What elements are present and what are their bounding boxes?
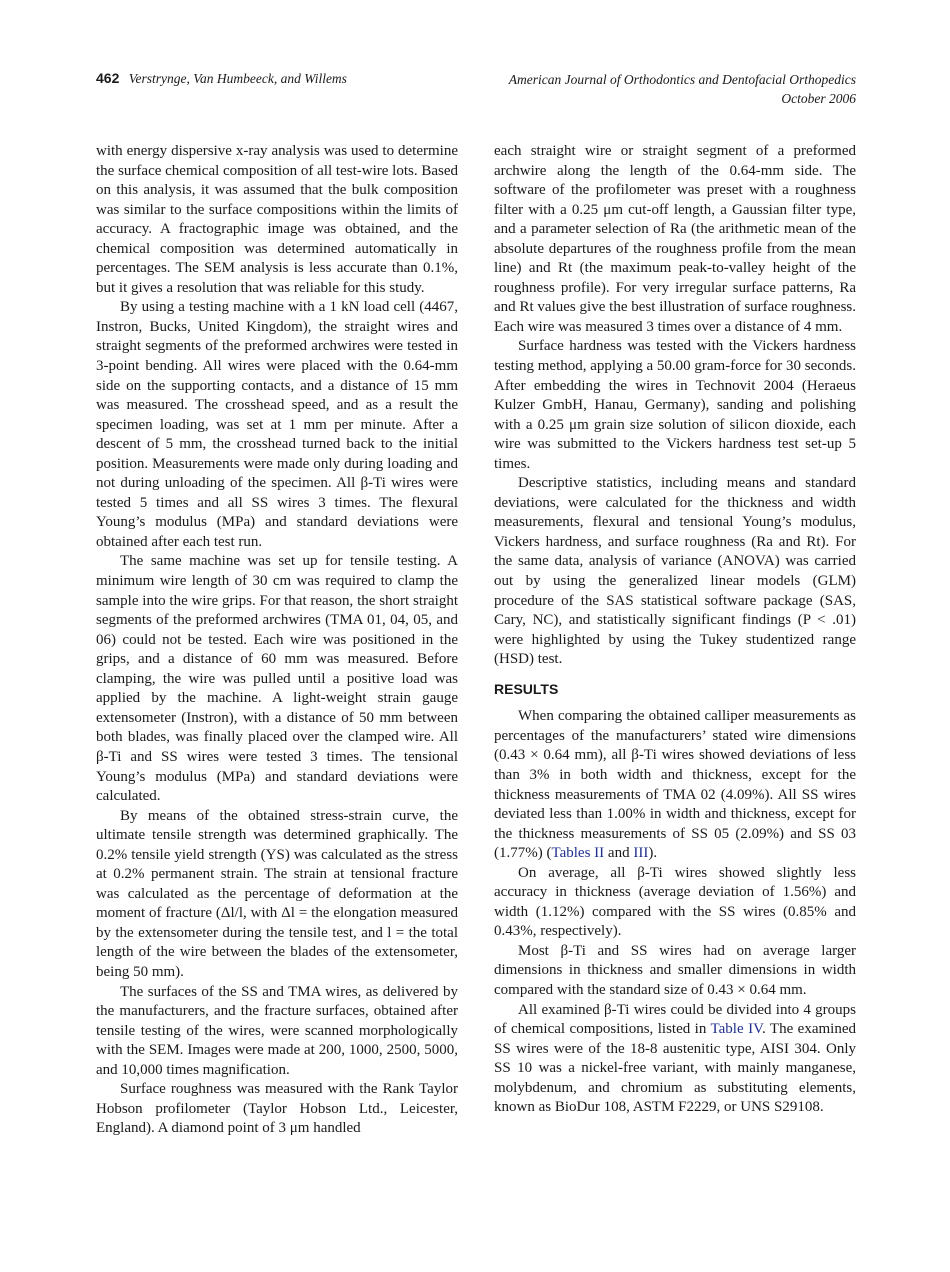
running-header-left <box>96 70 347 87</box>
section-heading-results: RESULTS <box>494 680 559 697</box>
journal-title: American Journal of Orthodontics and Dentofacial Orthopedics <box>508 72 856 87</box>
left-column <box>96 142 458 1139</box>
text-span: All examined β-Ti wires could be divided into 4 groups of chemical compositions, listed in <box>494 1001 856 1038</box>
text-span: and <box>604 845 634 862</box>
paragraph: Descriptive statistics, including means and standard deviations, were calculated for the thickness and width measurements, flexural and tensional Young’s modulus, Vickers hardness, and surface roughness (Ra and Rt). For the same data, analysis of variance (ANOVA) was carried out by using the generalized linear models (GLM) procedure of the SAS statistical software package (SAS, Cary, NC), and statistically significant findings (P < .01) were highlighted by using the Tukey studentized range (HSD) test. <box>494 475 856 668</box>
table-iii-link[interactable]: III <box>633 845 649 862</box>
paragraph: with energy dispersive x-ray analysis was used to determine the surface chemical composition of all test-wire lots. Based on this analysis, it was assumed that the bulk composition was similar to the surface compositions within the limits of accuracy. A fractographic image was obtained, and the chemical composition was determined automatically in percentages. The SEM analysis is less accurate than 0.1%, but it gives a resolution that was reliable for this study. <box>96 143 458 296</box>
paragraph: Most β-Ti and SS wires had on average larger dimensions in thickness and smaller dimensions in width compared with the standard size of 0.43 × 0.64 mm. <box>494 942 856 998</box>
issue-date: October 2006 <box>781 91 856 106</box>
paragraph: The surfaces of the SS and TMA wires, as delivered by the manufacturers, and the fracture surfaces, obtained after tensile testing of the wires, were scanned morphologically with the SEM. Images were made at 200, 1000, 2500, 5000, and 10,000 times magnification. <box>96 983 458 1078</box>
text-span: When comparing the obtained calliper measurements as percentages of the manufacturers’ stated wire dimensions (0.43 × 0.64 mm), all β-Ti wires showed deviations of less than 3% in both width and thickness, except for the thickness measurements of TMA 02 (4.09%). All SS wires deviated less than 1.00% in width and thickness, except for the thickness measurements of SS 05 (2.09%) and SS 03 (1.77%) ( <box>494 708 856 862</box>
text-span: . The examined SS wires were of the 18-8 austenitic type, AISI 304. Only SS 10 was a nickel-free variant, with mainly manganese, molybdenum, and chromium as substituting elements, known as BioDur 108, ASTM F2229, or UNS S29108. <box>494 1021 856 1116</box>
table-iv-link[interactable]: Table IV <box>710 1021 762 1038</box>
paragraph: By using a testing machine with a 1 kN load cell (4467, Instron, Bucks, United Kingdom), the straight wires and straight segments of the preformed archwires were tested in 3-point bending. All wires were placed with the 0.64-mm side on the supporting contacts, and a distance of 15 mm was measured. The crosshead speed, and as a result the specimen loading, was set at 1 mm per minute. After a descent of 5 mm, the crosshead turned back to the initial position. Measurements were made only during loading and not during unloading of the specimen. All β-Ti wires were tested 5 times and all SS wires 3 times. The flexural Young’s modulus (MPa) and standard deviations were obtained after each test run. <box>96 299 458 550</box>
paragraph: Surface roughness was measured with the Rank Taylor Hobson profilometer (Taylor Hobson Ltd., Leicester, England). A diamond point of 3 μm handled <box>96 1081 458 1137</box>
page-number: 462 <box>96 70 120 86</box>
paragraph <box>494 1001 856 1118</box>
paragraph: On average, all β-Ti wires showed slightly less accuracy in thickness (average deviation of 1.56%) and width (1.12%) compared with the SS wires (0.85% and 0.43%, respectively). <box>494 864 856 940</box>
running-header-right <box>509 70 856 108</box>
paragraph: By means of the obtained stress-strain curve, the ultimate tensile strength was determined graphically. The 0.2% tensile yield strength (YS) was calculated as the stress at 0.2% permanent strain. The strain at tensional fracture was calculated as the percentage of deformation at the moment of fracture (Δl/l, with Δl = the elongation measured by the extensometer during the tensile test, and l = the total length of the wire between the blades of the extensometer, being 50 mm). <box>96 807 458 980</box>
paragraph: The same machine was set up for tensile testing. A minimum wire length of 30 cm was required to clamp the sample into the wire grips. For that reason, the short straight segments of the preformed archwires (TMA 01, 04, 05, and 06) could not be tested. Each wire was positioned in the grips, and a distance of 60 mm was measured. Before clamping, the wire was pulled until a positive load was applied by the machine. A light-weight strain gauge extensometer (Instron), with a distance of 50 mm between both blades, was finally placed over the clamped wire. All β-Ti and SS wires were tested 3 times. The tensional Young’s modulus (MPa) and standard deviations were calculated. <box>96 553 458 805</box>
running-authors: Verstrynge, Van Humbeeck, and Willems <box>128 71 347 86</box>
text-span: ). <box>648 845 658 862</box>
right-column <box>494 142 856 1118</box>
tables-link[interactable]: Tables II <box>551 845 605 862</box>
paragraph: Surface hardness was tested with the Vickers hardness testing method, applying a 50.00 gram-force for 30 seconds. After embedding the wires in Technovit 2004 (Heraeus Kulzer GmbH, Hanau, Germany), sanding and polishing with a 0.25 μm grain size solution of silicon dioxide, each wire was submitted to the Vickers hardness test set-up 5 times. <box>494 338 856 472</box>
paragraph: each straight wire or straight segment of a preformed archwire along the length of the 0.64-mm side. The software of the profilometer was preset with a roughness filter with a 0.25 μm cut-off length, a Gaussian filter type, and a parameter selection of Ra (the arithmetic mean of the absolute departures of the roughness profile from the mean line) and Rt (the maximum peak-to-valley height of the roughness profile). For very irregular surface patterns, Ra and Rt values give the best illustration of surface roughness. Each wire was measured 3 times over a distance of 4 mm. <box>494 143 856 335</box>
paragraph <box>494 707 856 863</box>
